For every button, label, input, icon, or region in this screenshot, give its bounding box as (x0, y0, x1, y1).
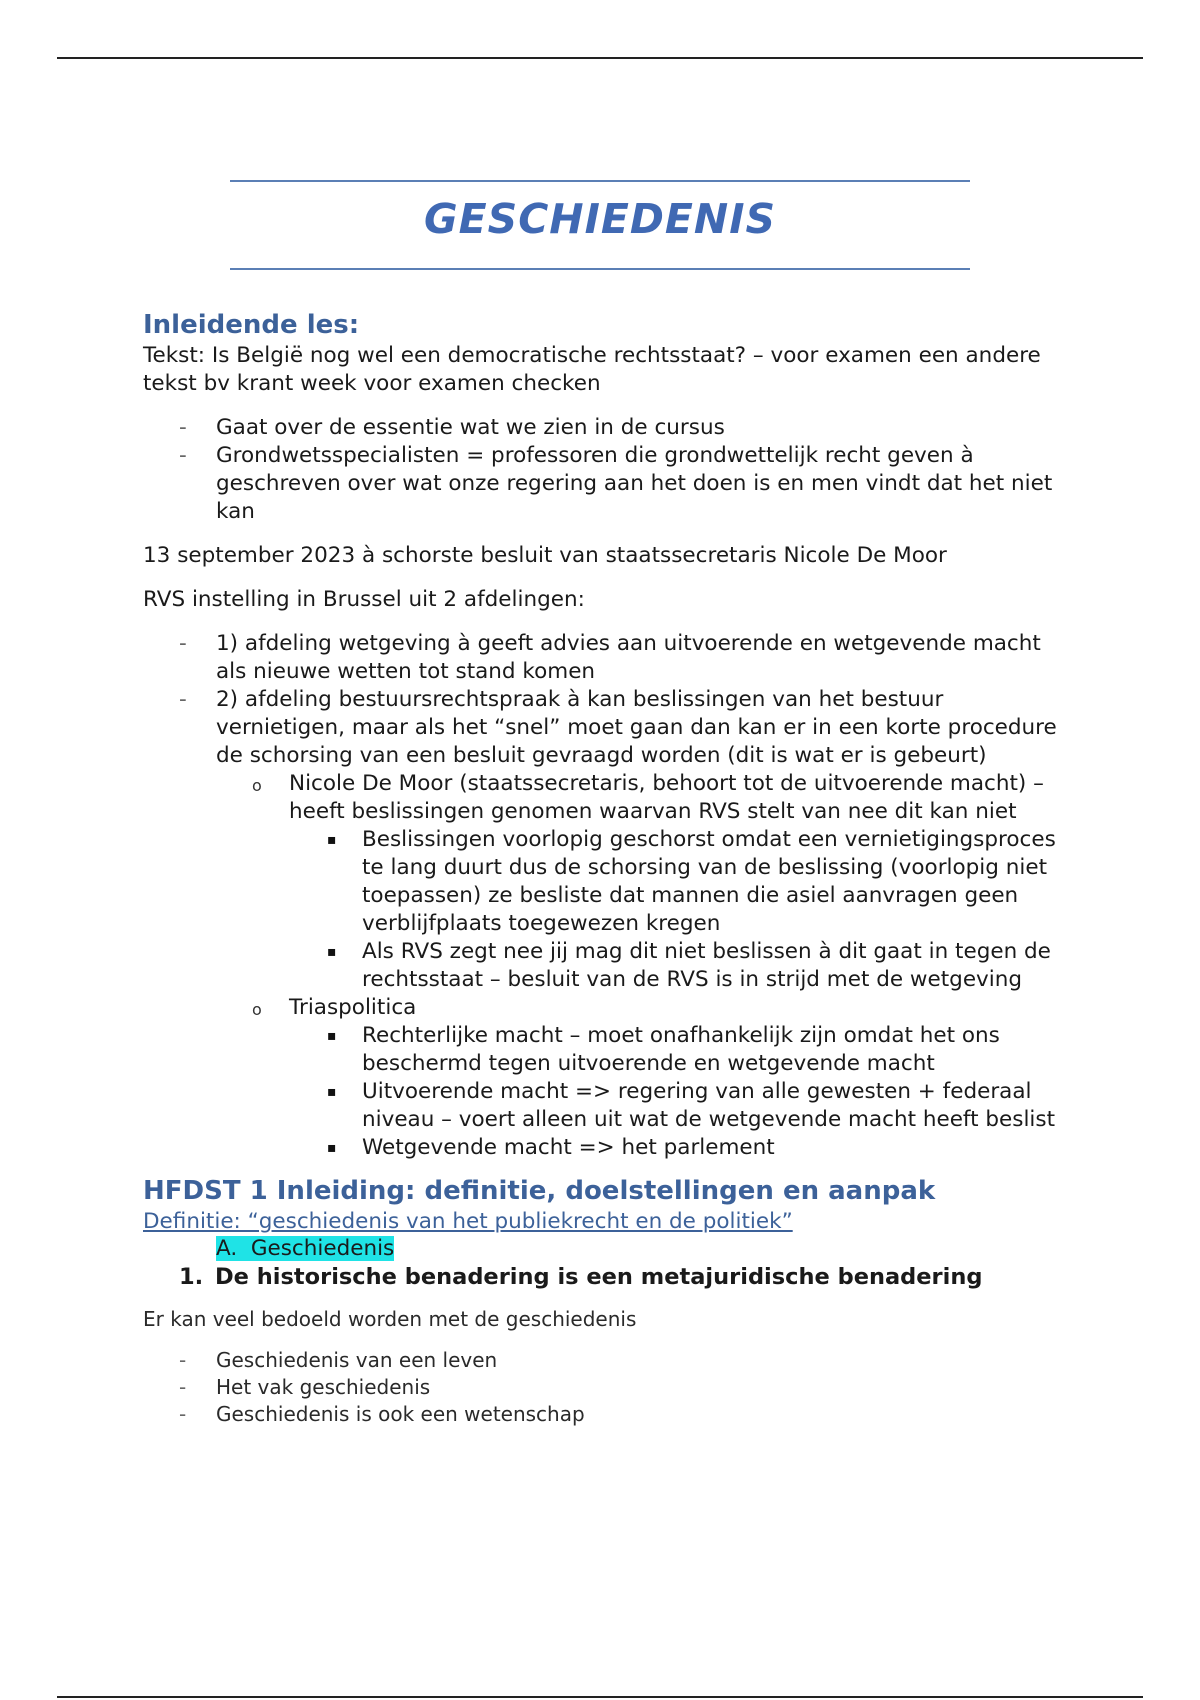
list-item: ▪ Wetgevende macht => het parlement (327, 1135, 775, 1160)
sub-sub-list (289, 826, 1063, 994)
dash-marker: - (179, 631, 187, 656)
rvs-list (143, 630, 1063, 1162)
section-letter: A. (216, 1236, 238, 1261)
chapter-paragraph: Er kan veel bedoeld worden met de geschiedenis (143, 1307, 637, 1331)
list-item: ▪ Rechterlijke macht – moet onafhankelijk zijn omdat het ons beschermd tegen uitvoerende en wetgevende macht (327, 1023, 1000, 1076)
page-top-rule (57, 57, 1143, 59)
dash-marker: - (179, 1402, 187, 1426)
numbered-heading (143, 1262, 1063, 1292)
list-item: - Het vak geschiedenis (179, 1375, 431, 1399)
square-marker: ▪ (327, 832, 337, 848)
dash-marker: - (179, 1375, 187, 1399)
list-item: - Gaat over de essentie wat we zien in de cursus (179, 415, 725, 440)
intro-text: Tekst: Is België nog wel een democratische rechtsstaat? – voor examen een andere tekst bv krant week voor examen checken (143, 343, 1041, 396)
list-item: ▪ Als RVS zegt nee jij mag dit niet beslissen à dit gaat in tegen de rechtsstaat – besluit van de RVS is in strijd met de wetgeving (327, 939, 1051, 992)
square-marker: ▪ (327, 944, 337, 960)
page-bottom-rule (57, 1696, 1143, 1698)
section-title: Geschiedenis (250, 1236, 395, 1261)
intro-bullet-list (143, 414, 1063, 526)
sub-list (216, 770, 1063, 1162)
date-line: 13 september 2023 à schorste besluit van staatssecretaris Nicole De Moor (143, 543, 947, 568)
numbered-heading-title: De historische benadering is een metajuridische benadering (215, 1264, 983, 1290)
list-item: ▪ Uitvoerende macht => regering van alle gewesten + federaal niveau – voert alleen uit wat de wetgevende macht heeft beslist (327, 1079, 1056, 1132)
dash-marker: - (179, 687, 187, 712)
dash-marker: - (179, 1348, 187, 1372)
chapter-heading: HFDST 1 Inleiding: definitie, doelstellingen en aanpak (143, 1176, 936, 1206)
square-marker: ▪ (327, 1028, 337, 1044)
list-item: - 1) afdeling wetgeving à geeft advies aan uitvoerende en wetgevende macht als nieuwe wetten tot stand komen (179, 631, 1041, 684)
square-marker: ▪ (327, 1140, 337, 1156)
document-title: GESCHIEDENIS (424, 195, 776, 243)
numbered-heading-no: 1. (179, 1264, 204, 1290)
list-item: ▪ Beslissingen voorlopig geschorst omdat een vernietigingsproces te lang duurt dus de schorsing van de beslissing (voorlopig niet toepassen) ze besliste dat mannen die asiel aanvragen geen verblijfplaats toegewezen kregen (327, 827, 1056, 936)
dash-marker: - (179, 443, 187, 468)
title-rule-top (230, 180, 970, 182)
title-rule-bottom (230, 268, 970, 270)
list-item: o Triaspolitica ▪ Rechterlijke macht – moet onafhankelijk zijn omdat het ons beschermd tegen uitvoerende en wetgevende macht ▪ Uitvoerende macht => regering van alle gewesten + federaal niveau – voert alleen uit wat de wetgevende macht heeft beslist ▪ Wetgevende macht => het parlement (289, 994, 1063, 1162)
definition-line: Definitie: “geschiedenis van het publiekrecht en de politiek” (143, 1209, 793, 1234)
circle-marker: o (252, 1000, 262, 1019)
list-item: - Geschiedenis van een leven (179, 1348, 498, 1372)
rvs-line: RVS instelling in Brussel uit 2 afdelingen: (143, 587, 585, 612)
dash-marker: - (179, 415, 187, 440)
document-body (143, 308, 1063, 1428)
list-item: - 2) afdeling bestuursrechtspraak à kan beslissingen van het bestuur vernietigen, maar als het “snel” moet gaan dan kan er in een korte procedure de schorsing van een besluit gevraagd worden (dit is wat er is gebeurt) o Nicole De Moor (staatssecretaris, behoort tot de uitvoerende macht) – heeft beslissingen genomen waarvan RVS stelt van nee dit kan niet ▪ Beslissingen voorlopig geschorst omdat een vernietigingsproces te lang duurt dus de schorsing van de beslissing (voorlopig niet toepassen) ze besliste dat mannen die asiel aanvragen geen verblijfplaats toegewezen kregen ▪ Als RVS zegt nee jij mag dit niet beslissen à dit gaat in tegen de rechtsstaat – besluit van de RVS is in strijd met de wetgeving o Triaspolitica ▪ Rechterlijke macht – moet onafhankelijk zijn omdat het ons beschermd tegen uitvoerende en wetgevende macht ▪ Uitvoerende macht => regering van alle gewesten + federaal niveau – voert alleen uit wat de wetgevende macht heeft beslist ▪ Wetgevende macht => het parlement (143, 686, 1063, 1162)
list-item: - Geschiedenis is ook een wetenschap (179, 1402, 585, 1426)
intro-heading: Inleidende les: (143, 310, 360, 340)
square-marker: ▪ (327, 1084, 337, 1100)
chapter-bullet-list (143, 1347, 1063, 1428)
section-heading (216, 1236, 1063, 1262)
chapter-body (143, 1306, 1063, 1428)
list-item: - Grondwetsspecialisten = professoren die grondwettelijk recht geven à geschreven over wat onze regering aan het doen is en men vindt dat het niet kan (179, 443, 1053, 524)
sub-sub-list (289, 1022, 1063, 1162)
circle-marker: o (252, 776, 262, 795)
list-item: o Nicole De Moor (staatssecretaris, behoort tot de uitvoerende macht) – heeft beslissingen genomen waarvan RVS stelt van nee dit kan niet ▪ Beslissingen voorlopig geschorst omdat een vernietigingsproces te lang duurt dus de schorsing van de beslissing (voorlopig niet toepassen) ze besliste dat mannen die asiel aanvragen geen verblijfplaats toegewezen kregen ▪ Als RVS zegt nee jij mag dit niet beslissen à dit gaat in tegen de rechtsstaat – besluit van de RVS is in strijd met de wetgeving (289, 770, 1063, 994)
